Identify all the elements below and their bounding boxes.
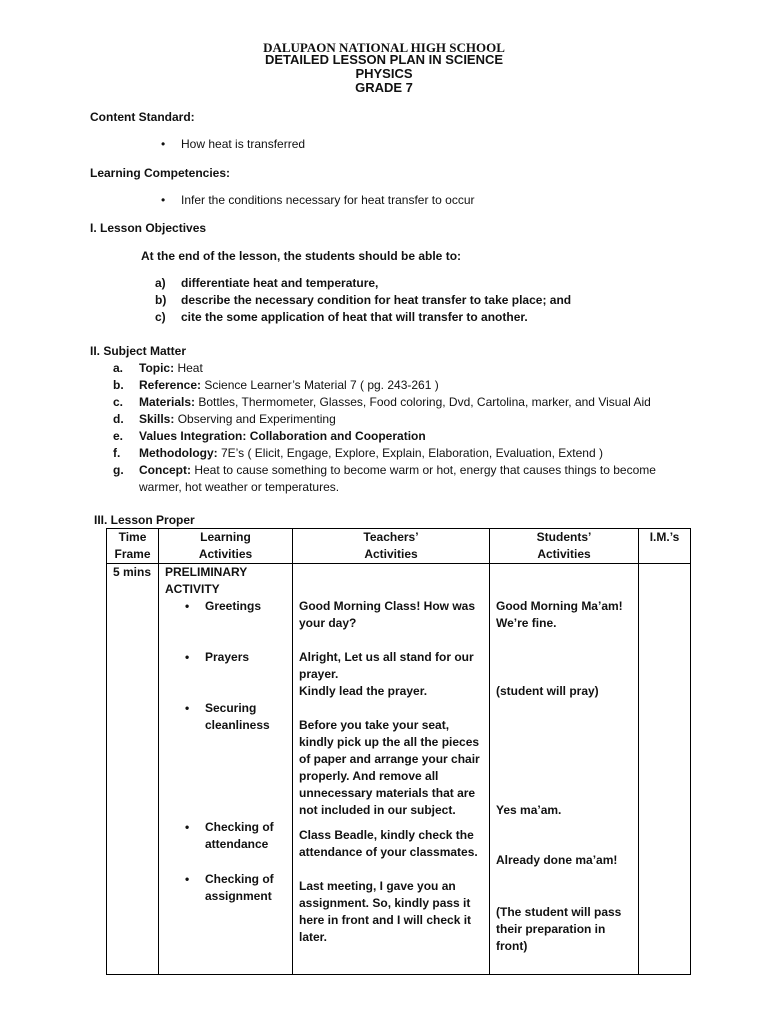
school-name: DALUPAON NATIONAL HIGH SCHOOL: [263, 40, 505, 55]
table-row: [107, 564, 691, 975]
content-standard-label: Content Standard:: [90, 110, 195, 124]
time-cell: 5 mins: [107, 564, 159, 975]
objectives-intro: At the end of the lesson, the students should be able to:: [141, 249, 462, 263]
student-attendance: Already done ma’am!: [496, 853, 618, 867]
column-header-ims: I.M.’s: [639, 529, 691, 564]
student-prayer: (student will pray): [496, 684, 599, 698]
teacher-greeting: Good Morning Class! How was your day?: [299, 599, 476, 630]
teacher-assignment: Last meeting, I gave you an assignment. So, kindly pass it here in front and I will check it later.: [299, 879, 472, 944]
student-assignment: (The student will pass their preparation in front): [496, 905, 622, 953]
student-cleanliness: Yes ma’am.: [496, 803, 562, 817]
student-greeting: Good Morning Ma’am! We’re fine.: [496, 599, 623, 630]
teacher-cleanliness: Before you take your seat, kindly pick up the all the pieces of paper and arrange your chair properly. And remove all unnecessary materials that are not included in our subject.: [299, 718, 480, 817]
activity-greetings: • Greetings: [205, 598, 261, 615]
students-activities-cell: [490, 564, 639, 975]
learning-activities-cell: [159, 564, 293, 975]
activity-checking-attendance: • Checking of attendance: [205, 819, 274, 853]
grade-title: GRADE 7: [355, 80, 413, 95]
activity-checking-assignment: • Checking of assignment: [205, 871, 274, 905]
subject-matter-heading: II. Subject Matter: [90, 344, 187, 358]
column-header-students: Students’ Activities: [490, 529, 639, 564]
column-header-learning: Learning Activities: [159, 529, 293, 564]
lesson-proper-table: [106, 528, 691, 975]
teachers-activities-cell: [293, 564, 490, 975]
learning-competency-item: • Infer the conditions necessary for heat transfer to occur: [181, 193, 474, 207]
lesson-plan-page: DALUPAON NATIONAL HIGH SCHOOL DETAILED LESSON PLAN IN SCIENCE PHYSICS GRADE 7 Content Standard: • How heat is transferred Learning Competencies: • Infer the conditions necessary for heat transfer to occur I. Lesson Objectives At the end of the lesson, the students should be able to: a) differentiate heat and temperature, b) describe the necessary condition for heat transfer to take place; and c) cite the some application of heat that will transfer to another. II. Subject Matter a. Topic: Heat b. Reference: Science Learner’s Material 7 ( pg. 243-261 ) c. Materials: Bottles, Thermometer, Glasses, Food coloring, Dvd, Cartolina, marker, and Visual Aid d. Skills: Observing and Experimenting e. Values Integration: Collaboration and Cooperation f. Methodology: 7E’s ( Elicit, Engage, Explore, Explain, Elaboration, Evaluation, Extend ) g. Concept: Heat to cause something to become warm or hot, energy that causes things to become warmer, hot weather or temperatures. III. Lesson Proper Time Frame Learning Activities Teachers’ Activities Students’ Activities I.M.’s 5 mins PRELIMINARY ACTIVITY • Greetings • Prayers • Securing cleanliness • Checking of attendance • Checking of assignment Good Morning Class! How was your day? Alright, Let us all stand for our prayer. Kindly lead the prayer. Before you take your seat, kindly pick up the all the pieces of paper and arrange your chair properly. And remove all unnecessary materials that are not included in our subject. Class Beadle, kindly check the attendance of your classmates. Last meeting, I gave you an assignment. So, kindly pass it here in front and I will check it later. Good Morning Ma’am! We’re fine. (student will pray) Yes ma’am. Already done ma’am! (The student will pass their preparation in front): [0, 0, 768, 1024]
lesson-proper-heading: III. Lesson Proper: [94, 513, 195, 527]
subject-title: PHYSICS: [355, 66, 413, 81]
learning-competencies-label: Learning Competencies:: [90, 166, 231, 180]
column-header-time: Time Frame: [107, 529, 159, 564]
ims-cell: [639, 564, 691, 975]
objectives-heading: I. Lesson Objectives: [90, 221, 207, 235]
content-standard-item: • How heat is transferred: [181, 137, 305, 151]
teacher-prayer: Alright, Let us all stand for our prayer. Kindly lead the prayer.: [299, 650, 474, 698]
activity-prayers: • Prayers: [205, 649, 249, 666]
table-header-row: [107, 529, 691, 564]
document-title: DETAILED LESSON PLAN IN SCIENCE: [264, 52, 504, 67]
activity-securing-cleanliness: • Securing cleanliness: [205, 700, 270, 734]
preliminary-label: ACTIVITY: [165, 582, 220, 596]
column-header-teachers: Teachers’ Activities: [293, 529, 490, 564]
preliminary-label: PRELIMINARY: [165, 565, 248, 579]
teacher-attendance: Class Beadle, kindly check the attendance of your classmates.: [299, 828, 478, 859]
